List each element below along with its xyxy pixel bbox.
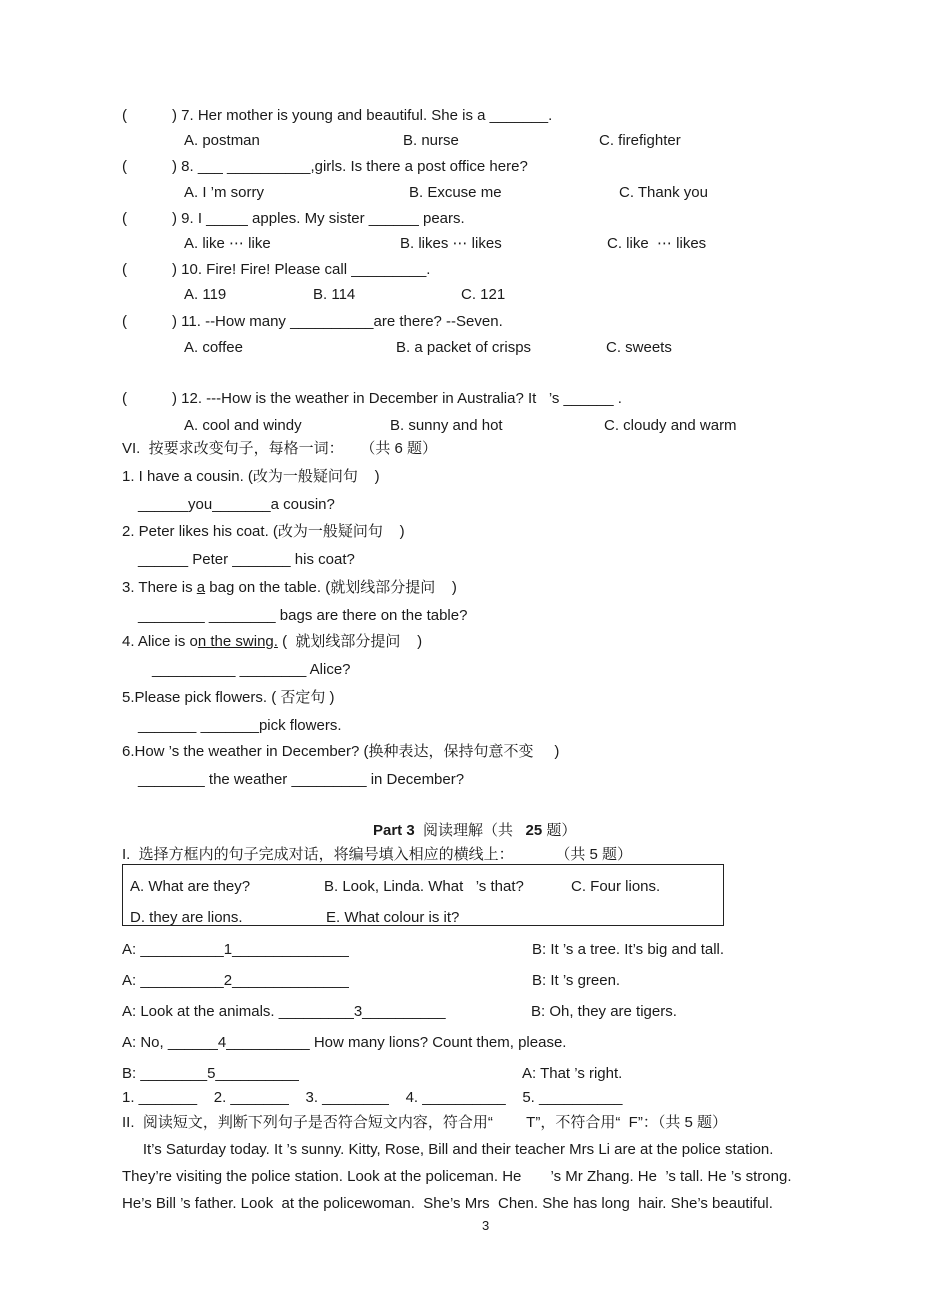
answer-paren: (: [122, 107, 127, 124]
dialog-reply-5: A: That ’s right.: [522, 1065, 623, 1082]
answer-paren: (: [122, 158, 127, 175]
rewrite-answer-5: _______ _______pick flowers.: [138, 717, 342, 734]
choice-e: E. What colour is it?: [326, 909, 460, 926]
question-instruction: ( 就划线部分提问 ): [277, 633, 423, 650]
rewrite-question-5: 5.Please pick flowers. ( 否定句 ): [122, 689, 335, 706]
option-b: B. Excuse me: [409, 184, 502, 201]
underlined-part: n the swing.: [197, 633, 278, 650]
rewrite-answer-1: ______you_______a cousin?: [138, 496, 335, 513]
dialog-line-5: B: ________5__________: [122, 1065, 299, 1082]
option-a: A. like ⋯ like: [184, 235, 271, 252]
part-title: 阅读理解（共: [414, 822, 526, 839]
option-c: C. Thank you: [619, 184, 708, 201]
question-text: 4. Alice is o: [122, 633, 198, 650]
answer-paren: (: [122, 390, 127, 407]
rewrite-question-4: [122, 633, 422, 651]
option-b: B. a packet of crisps: [396, 339, 532, 356]
option-c: C. like ⋯ likes: [607, 235, 707, 252]
rewrite-answer-2: ______ Peter _______ his coat?: [138, 551, 355, 568]
choice-d: D. they are lions.: [130, 909, 243, 926]
option-a: A. I ’m sorry: [184, 184, 265, 201]
answer-paren: (: [122, 210, 127, 227]
option-c: C. firefighter: [599, 132, 681, 149]
question-text: ) 11. --How many __________are there? --Seven.: [172, 313, 503, 330]
question-text: ) 8. ___ __________,girls. Is there a post office here?: [172, 158, 528, 175]
dialog-line-4: A: No, ______4__________ How many lions? Count them, please.: [122, 1034, 567, 1051]
dialog-line-2: A: __________2______________: [122, 972, 349, 989]
answer-paren: (: [122, 261, 127, 278]
dialog-reply-2: B: It ’s green.: [532, 972, 621, 989]
option-a: A. coffee: [184, 339, 243, 356]
question-instruction: bag on the table. (就划线部分提问 ): [205, 579, 457, 596]
part-3-heading: [373, 822, 576, 840]
option-a: A. cool and windy: [184, 417, 302, 434]
option-a: A. postman: [184, 132, 260, 149]
option-a: A. 119: [184, 286, 227, 303]
section-6-heading: VI. 按要求改变句子，每格一词： （共 6 题）: [122, 440, 438, 457]
option-c: C. 121: [461, 286, 506, 303]
passage-line-3: He’s Bill ’s father. Look at the policewoman. She’s Mrs Chen. She has long hair. She’s beautiful.: [122, 1195, 773, 1212]
option-c: C. sweets: [606, 339, 672, 356]
dialog-line-3: A: Look at the animals. _________3__________: [122, 1003, 446, 1020]
part-title-end: 题）: [542, 822, 577, 839]
option-b: B. likes ⋯ likes: [400, 235, 502, 252]
option-b: B. sunny and hot: [390, 417, 503, 434]
option-b: B. 114: [313, 286, 356, 303]
section-ii-heading: II. 阅读短文，判断下列句子是否符合短文内容，符合用“ T”，不符合用“ F”：（共 5 题）: [122, 1114, 727, 1131]
underlined-part: a: [196, 579, 206, 596]
section-i-heading: I. 选择方框内的句子完成对话，将编号填入相应的横线上： （共 5 题）: [122, 846, 633, 863]
dialog-reply-3: B: Oh, they are tigers.: [531, 1003, 677, 1020]
rewrite-question-3: [122, 579, 457, 597]
page-number: 3: [482, 1218, 490, 1233]
question-text: ) 9. I _____ apples. My sister ______ pears.: [172, 210, 465, 227]
option-b: B. nurse: [403, 132, 459, 149]
question-text: 3. There is: [122, 579, 197, 596]
rewrite-answer-6: ________ the weather _________ in December?: [138, 771, 465, 788]
rewrite-question-6: 6.How ’s the weather in December? (换种表达，保持句意不变 ): [122, 743, 560, 760]
question-text: ) 12. ---How is the weather in December in Australia? It ’s ______ .: [172, 390, 622, 407]
option-c: C. cloudy and warm: [604, 417, 737, 434]
choice-a: A. What are they?: [130, 878, 251, 895]
rewrite-question-1: 1. I have a cousin. (改为一般疑问句 ): [122, 468, 380, 485]
dialog-line-1: A: __________1______________: [122, 941, 349, 958]
part-count: 25: [525, 822, 543, 839]
rewrite-question-2: 2. Peter likes his coat. (改为一般疑问句 ): [122, 523, 405, 540]
part-label: Part 3: [373, 822, 415, 839]
question-text: ) 10. Fire! Fire! Please call _________.: [172, 261, 431, 278]
passage-line-2: They’re visiting the police station. Look at the policeman. He ’s Mr Zhang. He ’s tall. He ’s strong.: [122, 1168, 792, 1185]
choice-c: C. Four lions.: [571, 878, 661, 895]
passage-line-1: It’s Saturday today. It ’s sunny. Kitty, Rose, Bill and their teacher Mrs Li are at the police station.: [122, 1141, 774, 1158]
choice-b: B. Look, Linda. What ’s that?: [324, 878, 524, 895]
answer-blanks: 1. _______ 2. _______ 3. ________ 4. __________ 5. __________: [122, 1089, 623, 1106]
rewrite-answer-3: ________ ________ bags are there on the table?: [138, 607, 468, 624]
question-text: ) 7. Her mother is young and beautiful. She is a _______.: [172, 107, 553, 124]
dialog-reply-1: B: It ’s a tree. It’s big and tall.: [532, 941, 725, 958]
answer-paren: (: [122, 313, 127, 330]
rewrite-answer-4: __________ ________ Alice?: [152, 661, 351, 678]
